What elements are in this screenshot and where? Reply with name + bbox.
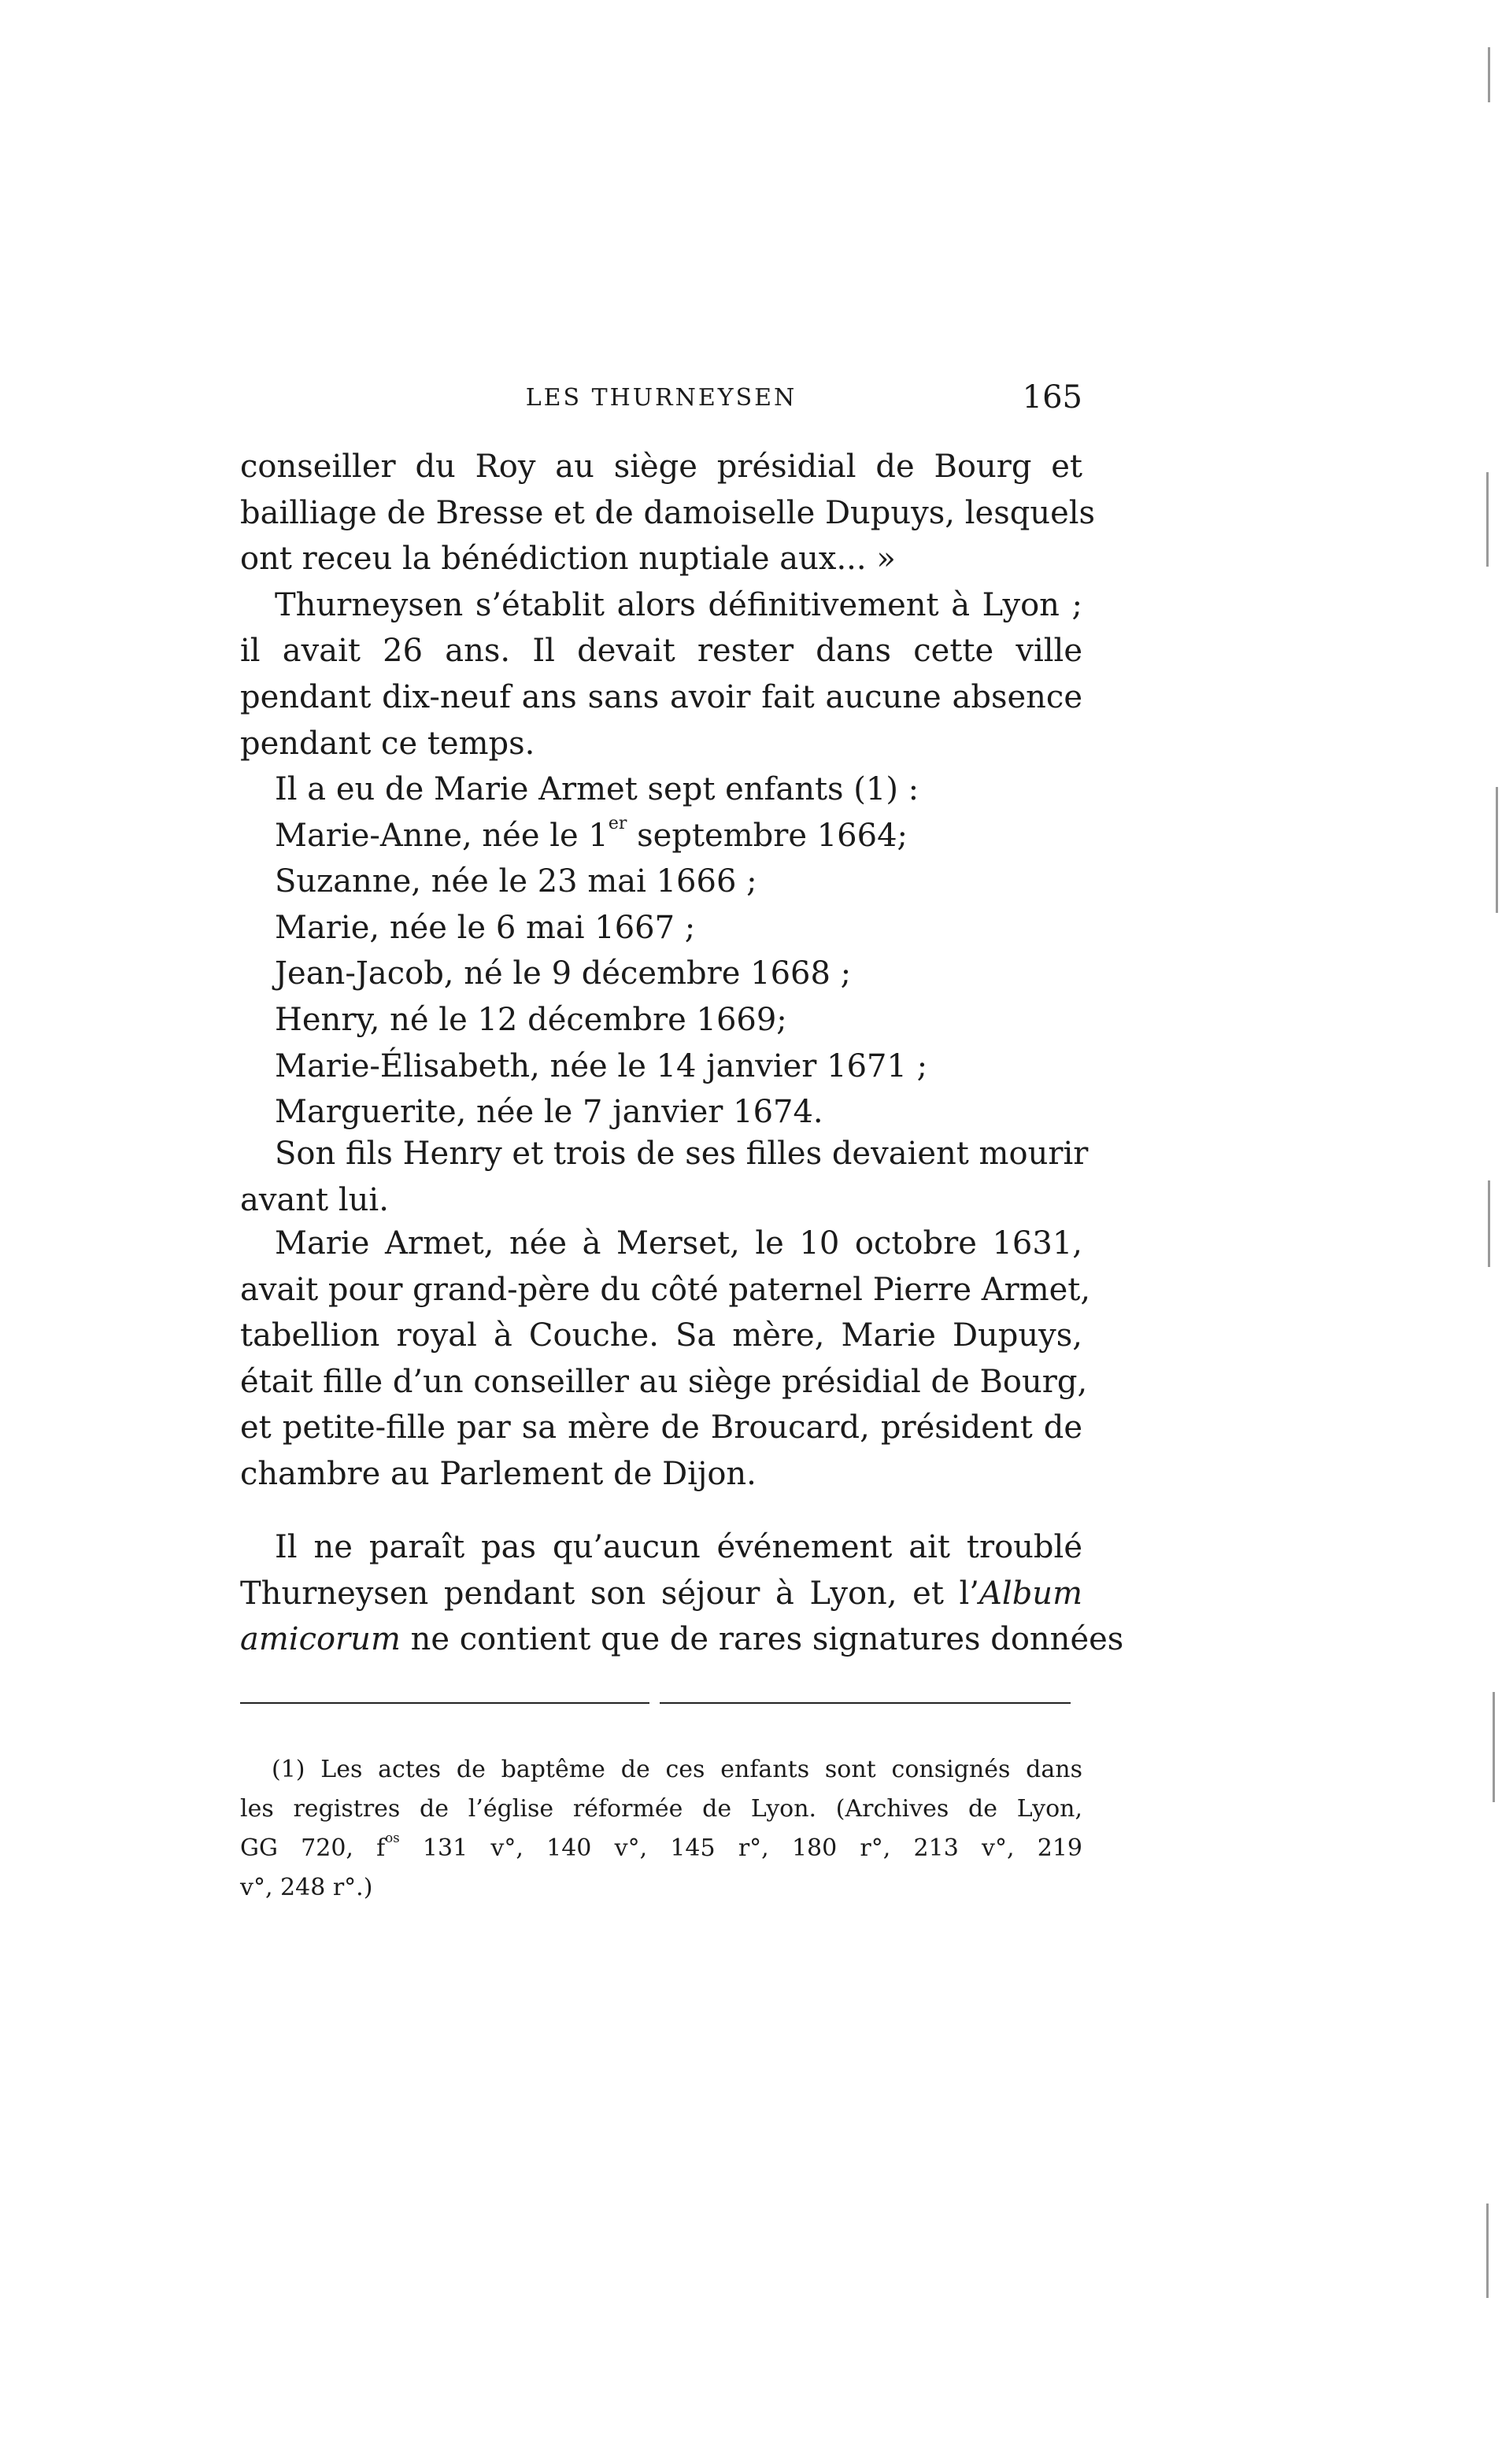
text-line: chambre au Parlement de Dijon. bbox=[240, 1455, 757, 1492]
list-item: Marguerite, née le 7 janvier 1674. bbox=[275, 1094, 823, 1131]
scan-artifact bbox=[1493, 1692, 1495, 1802]
scan-artifact bbox=[1486, 472, 1489, 567]
footnote-text: GG 720, f bbox=[240, 1834, 386, 1862]
list-item-text: septembre 1664; bbox=[627, 817, 908, 854]
running-head: LES THURNEYSEN bbox=[525, 384, 797, 412]
text-line: Thurneysen s’établit alors définitivement à Lyon ; bbox=[275, 586, 1082, 623]
footnote-line: les registres de l’église réformée de Lyon. (Archives de Lyon, bbox=[240, 1795, 1082, 1823]
footnote-line bbox=[240, 1829, 1082, 1868]
text-line: tabellion royal à Couche. Sa mère, Marie Dupuys, bbox=[240, 1317, 1082, 1354]
paragraph-lyon-stay bbox=[240, 1524, 1124, 1663]
list-item: Marie, née le 6 mai 1667 ; bbox=[275, 909, 696, 946]
text-line bbox=[240, 1571, 1082, 1617]
paragraph-children-list bbox=[240, 767, 1082, 1136]
text-line: bailliage de Bresse et de damoiselle Dupuys, lesquels bbox=[240, 494, 1096, 531]
paragraph-sons-fate bbox=[240, 1131, 1089, 1223]
page-number: 165 bbox=[1022, 379, 1082, 416]
scan-artifact bbox=[1488, 1180, 1490, 1267]
italic-title: Album bbox=[979, 1575, 1082, 1612]
text-line: Marie Armet, née à Merset, le 10 octobre 1631, bbox=[275, 1225, 1082, 1262]
footnote-line: v°, 248 r°.) bbox=[240, 1874, 373, 1901]
list-item: Henry, né le 12 décembre 1669; bbox=[275, 1001, 787, 1038]
list-item: Suzanne, née le 23 mai 1666 ; bbox=[275, 863, 757, 900]
text-line: pendant ce temps. bbox=[240, 725, 535, 762]
text-line bbox=[240, 1616, 1124, 1663]
text-line: Son fils Henry et trois de ses filles devaient mourir bbox=[275, 1136, 1089, 1172]
text-line: ont receu la bénédiction nuptiale aux... » bbox=[240, 541, 896, 578]
paragraph-marie-armet bbox=[240, 1221, 1091, 1498]
superscript: os bbox=[385, 1830, 400, 1846]
text-line: et petite-fille par sa mère de Broucard, président de bbox=[240, 1409, 1082, 1446]
list-item: Jean-Jacob, né le 9 décembre 1668 ; bbox=[275, 955, 852, 992]
text-span: Thurneysen pendant son séjour à Lyon, et l’ bbox=[240, 1575, 980, 1612]
list-item: Marie-Élisabeth, née le 14 janvier 1671 ; bbox=[275, 1047, 928, 1084]
text-line: avant lui. bbox=[240, 1181, 389, 1218]
list-item bbox=[240, 813, 1082, 859]
text-line: Il ne paraît pas qu’aucun événement ait troublé bbox=[275, 1529, 1082, 1565]
superscript: er bbox=[608, 813, 627, 833]
footnote-line: (1) Les actes de baptême de ces enfants sont consignés dans bbox=[272, 1756, 1082, 1783]
footnote-rule-right bbox=[660, 1702, 1071, 1704]
paragraph-marriage-continuation bbox=[240, 444, 1096, 767]
page-header bbox=[240, 379, 1082, 419]
italic-title: amicorum bbox=[240, 1621, 401, 1658]
scan-artifact bbox=[1488, 47, 1490, 102]
text-line: conseiller du Roy au siège présidial de Bourg et bbox=[240, 449, 1082, 485]
text-line: pendant dix-neuf ans sans avoir fait aucune absence bbox=[240, 678, 1082, 715]
footnote-text: 131 v°, 140 v°, 145 r°, 180 r°, 213 v°, 219 bbox=[399, 1834, 1083, 1862]
text-line: était fille d’un conseiller au siège présidial de Bourg, bbox=[240, 1363, 1088, 1400]
text-span: ne contient que de rares signatures données bbox=[400, 1621, 1124, 1658]
text-line: avait pour grand-père du côté paternel Pierre Armet, bbox=[240, 1271, 1091, 1308]
text-line: Il a eu de Marie Armet sept enfants (1) : bbox=[275, 771, 919, 807]
text-line: il avait 26 ans. Il devait rester dans cette ville bbox=[240, 633, 1082, 670]
scan-artifact bbox=[1486, 2204, 1489, 2298]
scan-artifact bbox=[1496, 787, 1498, 913]
footnote-rule-left bbox=[240, 1702, 649, 1704]
list-item-text: Marie-Anne, née le 1 bbox=[275, 817, 609, 854]
footnote bbox=[240, 1750, 1082, 1908]
